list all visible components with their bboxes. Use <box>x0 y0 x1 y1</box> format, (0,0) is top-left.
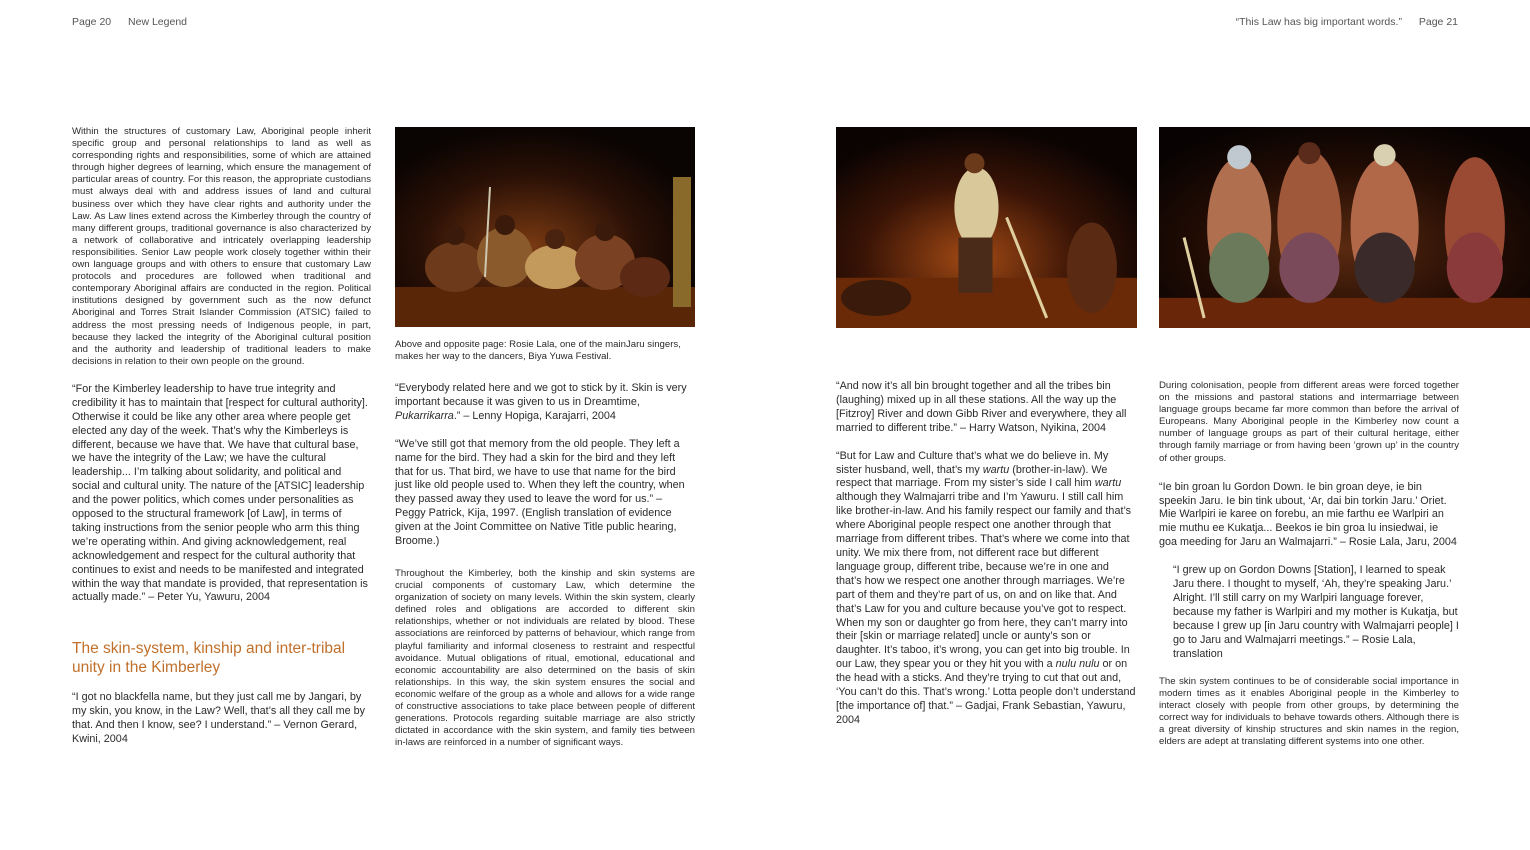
gadjai-quote-wartu-1: wartu <box>982 463 1010 476</box>
rosie-lala-kriol-quote: “Ie bin groan lu Gordon Down. Ie bin groan deye, ie bin speekin Jaru. Ie bin tink ubout, ‘Ar, dai bin torkin Jaru.’ Oriet. Mie Warlpiri ie karee on forebu, an mie farthu ee Warlpiri an mie muthu ee Kukatja... Beekos ie bin groa lu insiedwai, ie goa meeding for Jaru an Walmajarri.” – Rosie Lala, Jaru, 2004 <box>1159 480 1457 549</box>
right-running-title: “This Law has big important words.” <box>1235 16 1402 28</box>
gadjai-quote-wartu-2: wartu <box>1094 477 1122 490</box>
column-1 <box>72 126 371 747</box>
gadjai-quote-part-1: “But for Law and Culture that’s what we do believe in. My sister husband, well, that’s my <box>836 449 1109 476</box>
gadjai-quote-part-4: or on the head with a sticks. And they’re trying to cut that out and, ‘You can’t do this. That’s wrong.’ Lotta people don’t understand [the importance of] that.” – Gadjai, Frank Sebastian, Yawuru, 2004 <box>836 658 1136 726</box>
right-page-header <box>1236 16 1458 28</box>
gadjai-quote-part-2: (brother-in-law). We respect that marriage. From my sister’s side I call him <box>836 463 1108 490</box>
section-heading: The skin-system, kinship and inter-tribal unity in the Kimberley <box>72 640 346 677</box>
photo-rosie-lala-walking <box>836 127 1137 328</box>
right-page-number: Page 21 <box>1418 16 1458 28</box>
lenny-hopiga-quote-italic: Pukarrikarra <box>395 409 454 422</box>
colonisation-paragraph: During colonisation, people from different areas were forced together on the missions and pastoral stations and intermarriage between language groups became far more common than before the arrival of Europeans. Many Aboriginal people in the Kimberley now count a number of language groups as part of their cultural heritage, either through family marriage or from having been ‘grown up’ in the country of other groups. <box>1159 380 1459 464</box>
photo-singers-seated <box>395 127 695 327</box>
lenny-hopiga-quote-end: .” – Lenny Hopiga, Karajarri, 2004 <box>453 409 616 422</box>
peter-yu-quote: “For the Kimberley leadership to have true integrity and credibility it has to maintain that [respect for cultural authority]. Otherwise it could be like any other area where people get elected any day of the week. That’s why the Kimberleys is different, because we have that. We have that cultural base, we have the integrity of the Law; we have the cultural leadership... I’m talking about solidarity, and political and social and cultural unity. The nature of the [ATSIC] leadership and the power politics, which comes under personalities as opposed to the structural framework [of Law], in terms of taking instructions from the senior people who arm this thing we’re operating within. And giving acknowledgement, real acknowledgement and respect for the cultural authority that continues to exist and needs to be manifested and integrated within the way that mandate is provided, that representation is actually made.” – Peter Yu, Yawuru, 2004 <box>72 382 368 604</box>
gadjai-quote <box>836 450 1136 728</box>
column-2 <box>395 339 695 749</box>
vernon-gerard-quote: “I got no blackfella name, but they just call me by Jangari, by my skin, you know, in the Law? Well, that’s all they call me by that. And then I know, see? I understand.” – Vernon Gerard, Kwini, 2004 <box>72 691 366 746</box>
lenny-hopiga-quote <box>395 382 695 424</box>
left-page-number: Page 20 <box>72 16 112 28</box>
rosie-lala-translation-quote: “I grew up on Gordon Downs [Station], I learned to speak Jaru there. I thought to myself, ‘Ah, they’re speaking Jaru.’ Alright. I’ll still carry on my Warlpiri language forever, because my father is Warlpiri and my mother is Kukatja, but because I grew up [in Jaru country with Walmajarri people] I go to Jaru and Walmajarri meetings.” – Rosie Lala, translation <box>1173 564 1459 660</box>
customary-law-paragraph: Within the structures of customary Law, Aboriginal people inherit specific group and personal relationships to land as well as corresponding rights and responsibilities, some of which are attained through higher degrees of learning, which ensure the management of particular areas of country. For this reason, the appropriate custodians must always deal with and address issues of land and cultural business over which they have clear rights and authority under the Law. As Law lines extend across the Kimberley through the country of many different groups, traditional governance is also characterized by a network of collaborative and intricately overlapping leadership responsibilities. Senior Law people work closely together within their own language groups and with others to ensure that customary Law protocols and procedures are followed when traditional and contemporary Aboriginal affairs are conducted in the region. Political institutions designed by government such as the now defunct Aboriginal and Torres Strait Islander Commission (ATSIC) failed to address the most pressing needs of Indigenous people, in part, because they lacked the integrity of the Aboriginal cultural position and the authority and leadership of traditional leaders to make decisions in relation to their own people on the ground. <box>72 126 371 367</box>
column-4 <box>1159 380 1459 748</box>
left-page-section: New Legend <box>128 16 188 28</box>
gadjai-quote-nulu-nulu: nulu nulu <box>1055 658 1100 671</box>
photo-caption: Above and opposite page: Rosie Lala, one of the mainJaru singers, makes her way to the dancers, Biya Yuwa Festival. <box>395 339 681 362</box>
peggy-patrick-quote: “We’ve still got that memory from the old people. They left a name for the bird. They had a skin for the bird and they left that for us. That bird, we have to use that name for the bird just like old people used to. When they left the country, when they passed away they used to leave the word for us.” – Peggy Patrick, Kija, 1997. (English translation of evidence given at the Joint Committee on Native Title public hearing, Broome.) <box>395 437 685 548</box>
skin-system-paragraph: The skin system continues to be of considerable social importance in modern times as it enables Aboriginal people in the Kimberley to interact closely with people from other groups, by determining the correct way for individuals to behave towards others. Although there is a great diversity of kinship structures and skin names in the region, elders are adept at translating different systems into one other. <box>1159 675 1459 747</box>
harry-watson-quote: “And now it’s all bin brought together and all the tribes bin (laughing) mixed up in all these stations. All the way up the [Fitzroy] River and down Gibb River and everywhere, they all married to different tribe.” – Harry Watson, Nyikina, 2004 <box>836 380 1127 434</box>
lenny-hopiga-quote-start: “Everybody related here and we got to stick by it. Skin is very important because it was given to us in Dreamtime, <box>395 382 687 408</box>
photo-dancers <box>1159 127 1530 328</box>
column-3 <box>836 380 1136 728</box>
left-page-header <box>72 16 187 28</box>
kinship-skin-paragraph: Throughout the Kimberley, both the kinship and skin systems are crucial components of customary Law, which determine the organization of society on many levels. Within the skin system, clearly defined roles and obligations are accorded to different skin relationships, whether or not individuals are related by blood. These associations are reinforced by patterns of behaviour, which range from playful familiarity and informal closeness to restraint and respectful avoidance. Mutual obligations of ritual, emotional, educational and economic accountability are also determined on the basis of skin relationships. In this way, the skin system ensures the social and economic welfare of the group as a whole and allows for a wide range of constructive associations to take place between people of different generations. Protocols regarding suitable marriage are also strictly dictated in accordance with the skin system, and family ties between in-laws are reinforced in a number of significant ways. <box>395 567 695 749</box>
gadjai-quote-part-3: although they Walmajarri tribe and I’m Yawuru. I still call him like brother-in-law. And his family respect our family and that’s where Aboriginal people respect one another through that marriage from different tribes. That’s where we come into that unity. We mix there from, not different race but different language group, different tribe, because we’re in one and that’s how we respect one another through marriages. We’re part of them and they’re part of us, on and on like that. And that’s Law for you and culture because you’ve got to respect. When my son or daughter go from here, they can’t marry into their [skin or marriage related] uncle or aunty’s son or daughter. It’s taboo, it’s wrong, you can get into big trouble. In our Law, they spear you or they hit you with a <box>836 491 1132 671</box>
